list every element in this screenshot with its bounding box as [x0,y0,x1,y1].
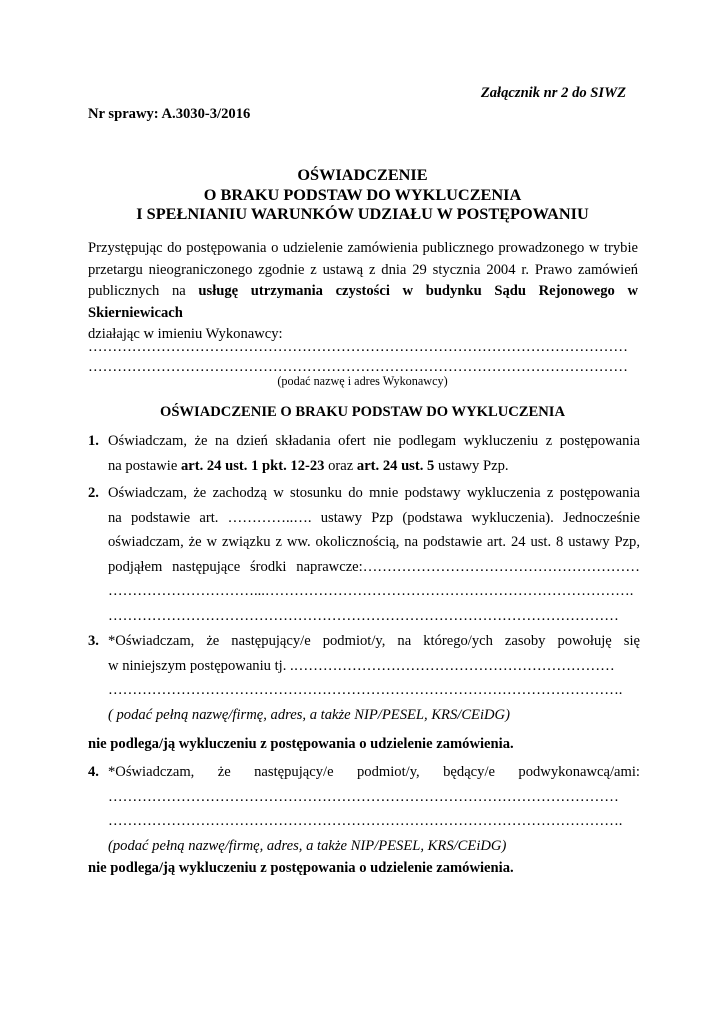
item-3-row-1: *Oświadczam, że następujący/e podmiot/y, na którego/ych zasoby powołuję się [108,633,640,649]
item-1-legal-ref-2: art. 24 ust. 5 [356,457,435,474]
intro-line-3-bold: usługę utrzymania czystości w budynku Sądu Rejonowego w [198,283,639,299]
intro-line-4-bold: Skierniewicach [88,304,183,321]
title-line-1: OŚWIADCZENIE [297,165,428,184]
section-title: OŚWIADCZENIE O BRAKU PODSTAW DO WYKLUCZENIA [159,404,566,420]
item-1-row-2 [108,454,640,479]
item-2-row-3: oświadczam, że w związku z ww. okolicznością, na podstawie art. 24 ust. 8 ustawy Pzp, [108,534,640,550]
conclusion-item-3: nie podlega/ją wykluczeniu z postępowania o udzielenie zamówienia. [88,736,514,752]
contractor-dots-line-2: ………………………………………………………………………………………………… [88,359,628,375]
item-1-text-e: ustawy Pzp. [434,457,509,474]
item-1-row-1: Oświadczam, że na dzień składania ofert nie podlegam wykluczeniu z postępowania [108,433,640,449]
case-number: Nr sprawy: A.3030-3/2016 [88,106,251,122]
item-2-row-6: …………………………………………………………………………………………… [108,607,619,624]
item-2-row-5: …………………………...…………………………………………………………………. [108,583,634,599]
title-line-2: O BRAKU PODSTAW DO WYKLUCZENIA [203,184,522,204]
item-2-row-4: podjąłem następujące środki naprawcze:………………………………………………… [108,558,640,575]
item-1-text-c: oraz [324,457,357,474]
document-title [0,165,725,224]
item-2-row-1: Oświadczam, że zachodzą w stosunku do mnie podstawy wykluczenia z postępowania [108,485,640,501]
item-3-hint: ( podać pełną nazwę/firmę, adres, a także NIP/PESEL, KRS/CEiDG) [108,706,510,723]
item-4-row-3: ……………………………………………………………………………………………. [108,813,623,829]
conclusion-item-4: nie podlega/ją wykluczeniu z postępowania o udzielenie zamówienia. [88,860,514,876]
item-4-hint: (podać pełną nazwę/firmę, adres, a także NIP/PESEL, KRS/CEiDG) [108,837,507,854]
intro-line-1: Przystępując do postępowania o udzielenie zamówienia publicznego prowadzonego w trybie [88,240,638,256]
statement-item-4 [88,760,640,858]
item-1-legal-ref-1: art. 24 ust. 1 pkt. 12-23 [180,457,325,474]
statement-item-1 [88,429,640,478]
contractor-dots-line-1: ………………………………………………………………………………………………… [88,339,628,355]
item-4-row-2: …………………………………………………………………………………………… [108,788,619,805]
item-number: 3. [88,633,99,649]
attachment-label: Załącznik nr 2 do SIWZ [480,85,626,101]
intro-line-3-plain: publicznych na [88,283,186,299]
item-2-row-2: na podstawie art. …………..…. ustawy Pzp (podstawa wykluczenia). Jednocześnie [108,509,640,526]
item-number: 2. [88,485,99,501]
intro-line-2: przetargu nieograniczonego zgodnie z ustawą z dnia 29 stycznia 2004 r. Prawo zamówień [88,261,638,278]
item-3-row-2: w niniejszym postępowaniu tj. .………………………………………………………… [108,657,615,674]
item-3-row-3: ……………………………………………………………………………………………. [108,682,623,698]
item-number: 4. [88,764,99,780]
item-1-text-a: na postawie [108,457,181,474]
statement-item-3 [88,629,640,727]
intro-paragraph [88,238,638,346]
intro-line-5: działając w imieniu Wykonawcy: [88,326,283,342]
intro-line-3 [88,281,638,303]
item-4-row-1: *Oświadczam, że następujący/e podmiot/y, będący/e podwykonawcą/ami: [108,764,640,780]
item-number: 1. [88,433,99,449]
intro-line-4 [88,303,638,325]
contractor-hint: (podać nazwę i adres Wykonawcy) [277,374,448,388]
title-line-3: I SPEŁNIANIU WARUNKÓW UDZIAŁU W POSTĘPOWANIU [136,204,589,223]
statement-item-2 [88,481,640,628]
